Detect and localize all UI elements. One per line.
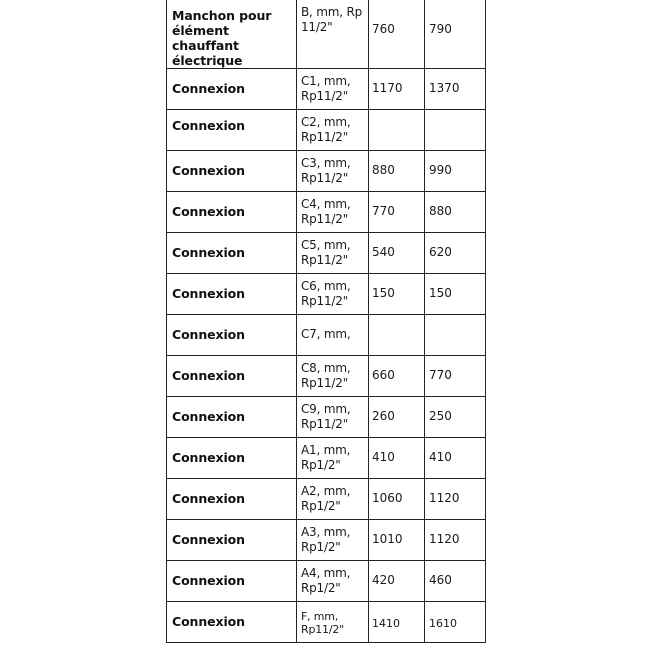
param-text: C8, mm, Rp11/2"	[301, 361, 351, 390]
value-cell-1	[369, 233, 425, 274]
value-2: 1610	[429, 617, 457, 630]
param-text: C2, mm, Rp11/2"	[301, 115, 351, 144]
param-text: C7, mm,	[301, 327, 351, 341]
row-label: Connexion	[172, 118, 245, 133]
param-cell	[297, 69, 369, 110]
param-cell	[297, 479, 369, 520]
value-2: 410	[429, 450, 452, 464]
param-text: C5, mm, Rp11/2"	[301, 238, 351, 267]
row-label-cell	[167, 110, 297, 151]
row-label-cell	[167, 233, 297, 274]
value-1: 1170	[372, 81, 403, 95]
row-label: Connexion	[172, 81, 245, 96]
row-label: Connexion	[172, 163, 245, 178]
value-2	[425, 315, 485, 327]
row-label-cell	[167, 397, 297, 438]
value-cell-2	[425, 274, 486, 315]
param-text: A2, mm, Rp1/2"	[301, 484, 351, 513]
param-text: F, mm, Rp11/2"	[301, 610, 344, 636]
value-cell-2	[425, 397, 486, 438]
table-row	[167, 274, 486, 315]
table-row	[167, 110, 486, 151]
table-row	[167, 233, 486, 274]
value-2: 460	[429, 573, 452, 587]
row-label-cell	[167, 274, 297, 315]
value-cell-1	[369, 356, 425, 397]
value-1: 540	[372, 245, 395, 259]
value-2: 1120	[429, 491, 460, 505]
table-row	[167, 397, 486, 438]
value-cell-1	[369, 110, 425, 151]
value-cell-2	[425, 479, 486, 520]
value-2: 1370	[429, 81, 460, 95]
table-row	[167, 561, 486, 602]
row-label-cell	[167, 356, 297, 397]
value-cell-1	[369, 602, 425, 643]
param-cell	[297, 520, 369, 561]
param-cell	[297, 561, 369, 602]
param-text: C3, mm, Rp11/2"	[301, 156, 351, 185]
param-cell	[297, 274, 369, 315]
value-cell-2	[425, 192, 486, 233]
value-1: 660	[372, 368, 395, 382]
value-cell-2	[425, 0, 486, 69]
row-label: Connexion	[172, 614, 245, 629]
row-label: Connexion	[172, 491, 245, 506]
value-2: 620	[429, 245, 452, 259]
value-2: 250	[429, 409, 452, 423]
value-2: 990	[429, 163, 452, 177]
row-label: Connexion	[172, 450, 245, 465]
value-1	[369, 315, 424, 327]
value-2: 880	[429, 204, 452, 218]
row-label-cell	[167, 151, 297, 192]
row-label: Connexion	[172, 245, 245, 260]
table-row	[167, 151, 486, 192]
param-text: C1, mm, Rp11/2"	[301, 74, 351, 103]
value-cell-2	[425, 561, 486, 602]
value-1: 1060	[372, 491, 403, 505]
param-text: B, mm, Rp 11/2"	[301, 5, 363, 34]
param-cell	[297, 356, 369, 397]
row-label: Connexion	[172, 409, 245, 424]
value-cell-1	[369, 69, 425, 110]
row-label: Connexion	[172, 204, 245, 219]
param-cell	[297, 315, 369, 356]
value-2: 770	[429, 368, 452, 382]
table-row	[167, 479, 486, 520]
specification-table	[166, 0, 486, 643]
value-1: 1010	[372, 532, 403, 546]
row-label-cell	[167, 561, 297, 602]
value-1: 880	[372, 163, 395, 177]
value-cell-2	[425, 151, 486, 192]
table-row	[167, 356, 486, 397]
value-2: 150	[429, 286, 452, 300]
param-text: A1, mm, Rp1/2"	[301, 443, 351, 472]
value-cell-2	[425, 356, 486, 397]
value-2: 790	[429, 22, 452, 36]
row-label-cell	[167, 0, 297, 69]
value-1: 260	[372, 409, 395, 423]
value-cell-1	[369, 520, 425, 561]
value-cell-1	[369, 438, 425, 479]
row-label-cell	[167, 520, 297, 561]
param-cell	[297, 397, 369, 438]
table-row	[167, 438, 486, 479]
value-cell-2	[425, 110, 486, 151]
param-cell	[297, 110, 369, 151]
row-label-cell	[167, 438, 297, 479]
value-cell-1	[369, 561, 425, 602]
row-label-cell	[167, 479, 297, 520]
value-1: 1410	[372, 617, 400, 630]
value-cell-2	[425, 520, 486, 561]
param-cell	[297, 602, 369, 643]
value-2	[425, 110, 485, 122]
value-cell-2	[425, 602, 486, 643]
row-label: Manchon pour élément chauffant électrique	[172, 8, 272, 68]
param-cell	[297, 151, 369, 192]
value-cell-2	[425, 69, 486, 110]
table-row	[167, 192, 486, 233]
value-cell-1	[369, 397, 425, 438]
value-1: 770	[372, 204, 395, 218]
value-cell-2	[425, 315, 486, 356]
row-label: Connexion	[172, 327, 245, 342]
row-label-cell	[167, 602, 297, 643]
param-text: C4, mm, Rp11/2"	[301, 197, 351, 226]
table-row	[167, 520, 486, 561]
table-row	[167, 315, 486, 356]
row-label: Connexion	[172, 573, 245, 588]
value-cell-1	[369, 151, 425, 192]
param-text: C9, mm, Rp11/2"	[301, 402, 351, 431]
row-label-cell	[167, 69, 297, 110]
table-row	[167, 69, 486, 110]
row-label: Connexion	[172, 532, 245, 547]
table-row	[167, 602, 486, 643]
row-label: Connexion	[172, 286, 245, 301]
value-cell-2	[425, 438, 486, 479]
value-cell-1	[369, 192, 425, 233]
value-2: 1120	[429, 532, 460, 546]
value-1: 150	[372, 286, 395, 300]
value-cell-1	[369, 0, 425, 69]
param-text: C6, mm, Rp11/2"	[301, 279, 351, 308]
value-1: 420	[372, 573, 395, 587]
row-label-cell	[167, 192, 297, 233]
param-text: A3, mm, Rp1/2"	[301, 525, 351, 554]
value-cell-2	[425, 233, 486, 274]
param-text: A4, mm, Rp1/2"	[301, 566, 351, 595]
param-cell	[297, 438, 369, 479]
value-1: 760	[372, 22, 395, 36]
param-cell	[297, 192, 369, 233]
table-row	[167, 0, 486, 69]
value-cell-1	[369, 479, 425, 520]
row-label-cell	[167, 315, 297, 356]
value-cell-1	[369, 315, 425, 356]
param-cell	[297, 233, 369, 274]
row-label: Connexion	[172, 368, 245, 383]
param-cell	[297, 0, 369, 69]
value-cell-1	[369, 274, 425, 315]
value-1	[369, 110, 424, 122]
value-1: 410	[372, 450, 395, 464]
